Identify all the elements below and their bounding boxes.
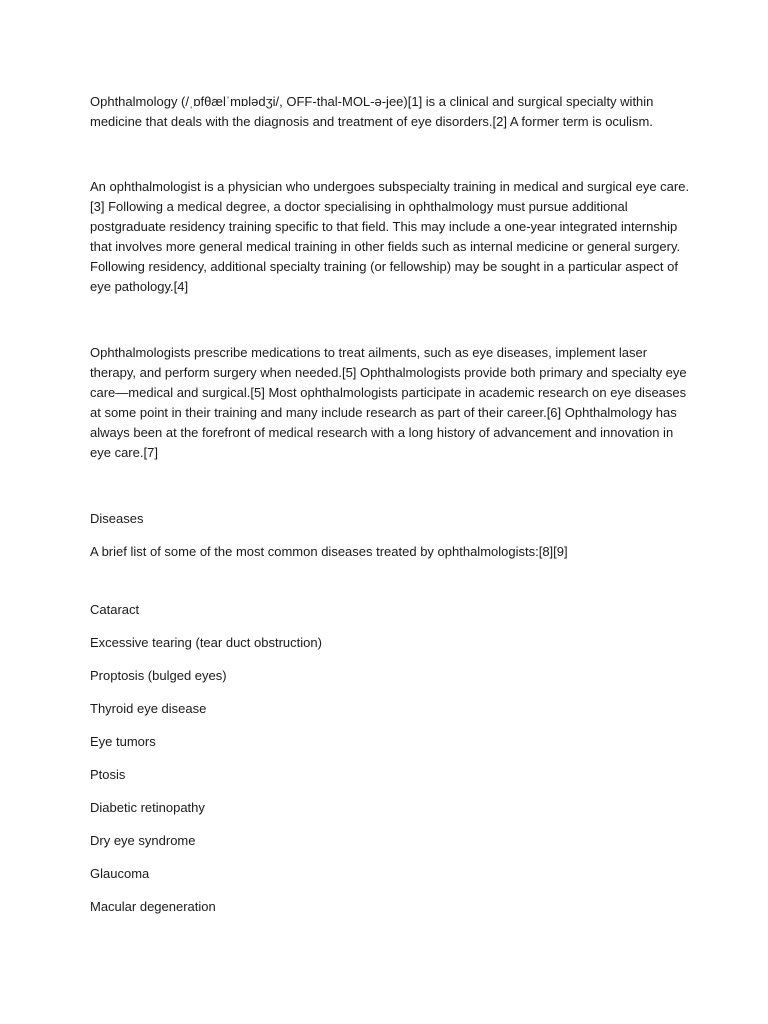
list-item: Ptosis — [90, 767, 126, 782]
diseases-heading: Diseases — [90, 511, 144, 526]
diseases-intro: A brief list of some of the most common diseases treated by ophthalmologists:[8][9] — [90, 544, 568, 559]
ophthalmologist-paragraph: An ophthalmologist is a physician who undergoes subspecialty training in medical and surgical eye care.[3] Following a medical degree, a doctor specialising in ophthalmology must pursue additional postgraduate residency training specific to that field. This may include a one-year integrated internship that involves more general medical training in other fields such as internal medicine or general surgery. Following residency, additional specialty training (or fellowship) may be sought in a particular aspect of eye pathology.[4] — [90, 179, 690, 294]
document-page — [90, 92, 690, 930]
list-item: Proptosis (bulged eyes) — [90, 668, 227, 683]
list-item: Cataract — [90, 602, 140, 617]
practice-paragraph: Ophthalmologists prescribe medications to treat ailments, such as eye diseases, implement laser therapy, and perform surgery when needed.[5] Ophthalmologists provide both primary and specialty eye care—medical and surgical.[5] Most ophthalmologists participate in academic research on eye diseases at some point in their training and many include research as part of their career.[6] Ophthalmology has always been at the forefront of medical research with a long history of advancement and innovation in eye care.[7] — [90, 345, 687, 460]
list-item: Excessive tearing (tear duct obstruction) — [90, 635, 322, 650]
list-item: Diabetic retinopathy — [90, 800, 205, 815]
list-item: Thyroid eye disease — [90, 701, 207, 716]
intro-paragraph: Ophthalmology (/ˌɒfθælˈmɒlədʒi/, OFF-thal-MOL-ə-jee)[1] is a clinical and surgical specialty within medicine that deals with the diagnosis and treatment of eye disorders.[2] A former term is oculism. — [90, 94, 654, 129]
list-item: Dry eye syndrome — [90, 833, 196, 848]
list-item: Eye tumors — [90, 734, 156, 749]
list-item: Glaucoma — [90, 866, 150, 881]
list-item: Macular degeneration — [90, 899, 216, 914]
diseases-list — [90, 600, 690, 917]
